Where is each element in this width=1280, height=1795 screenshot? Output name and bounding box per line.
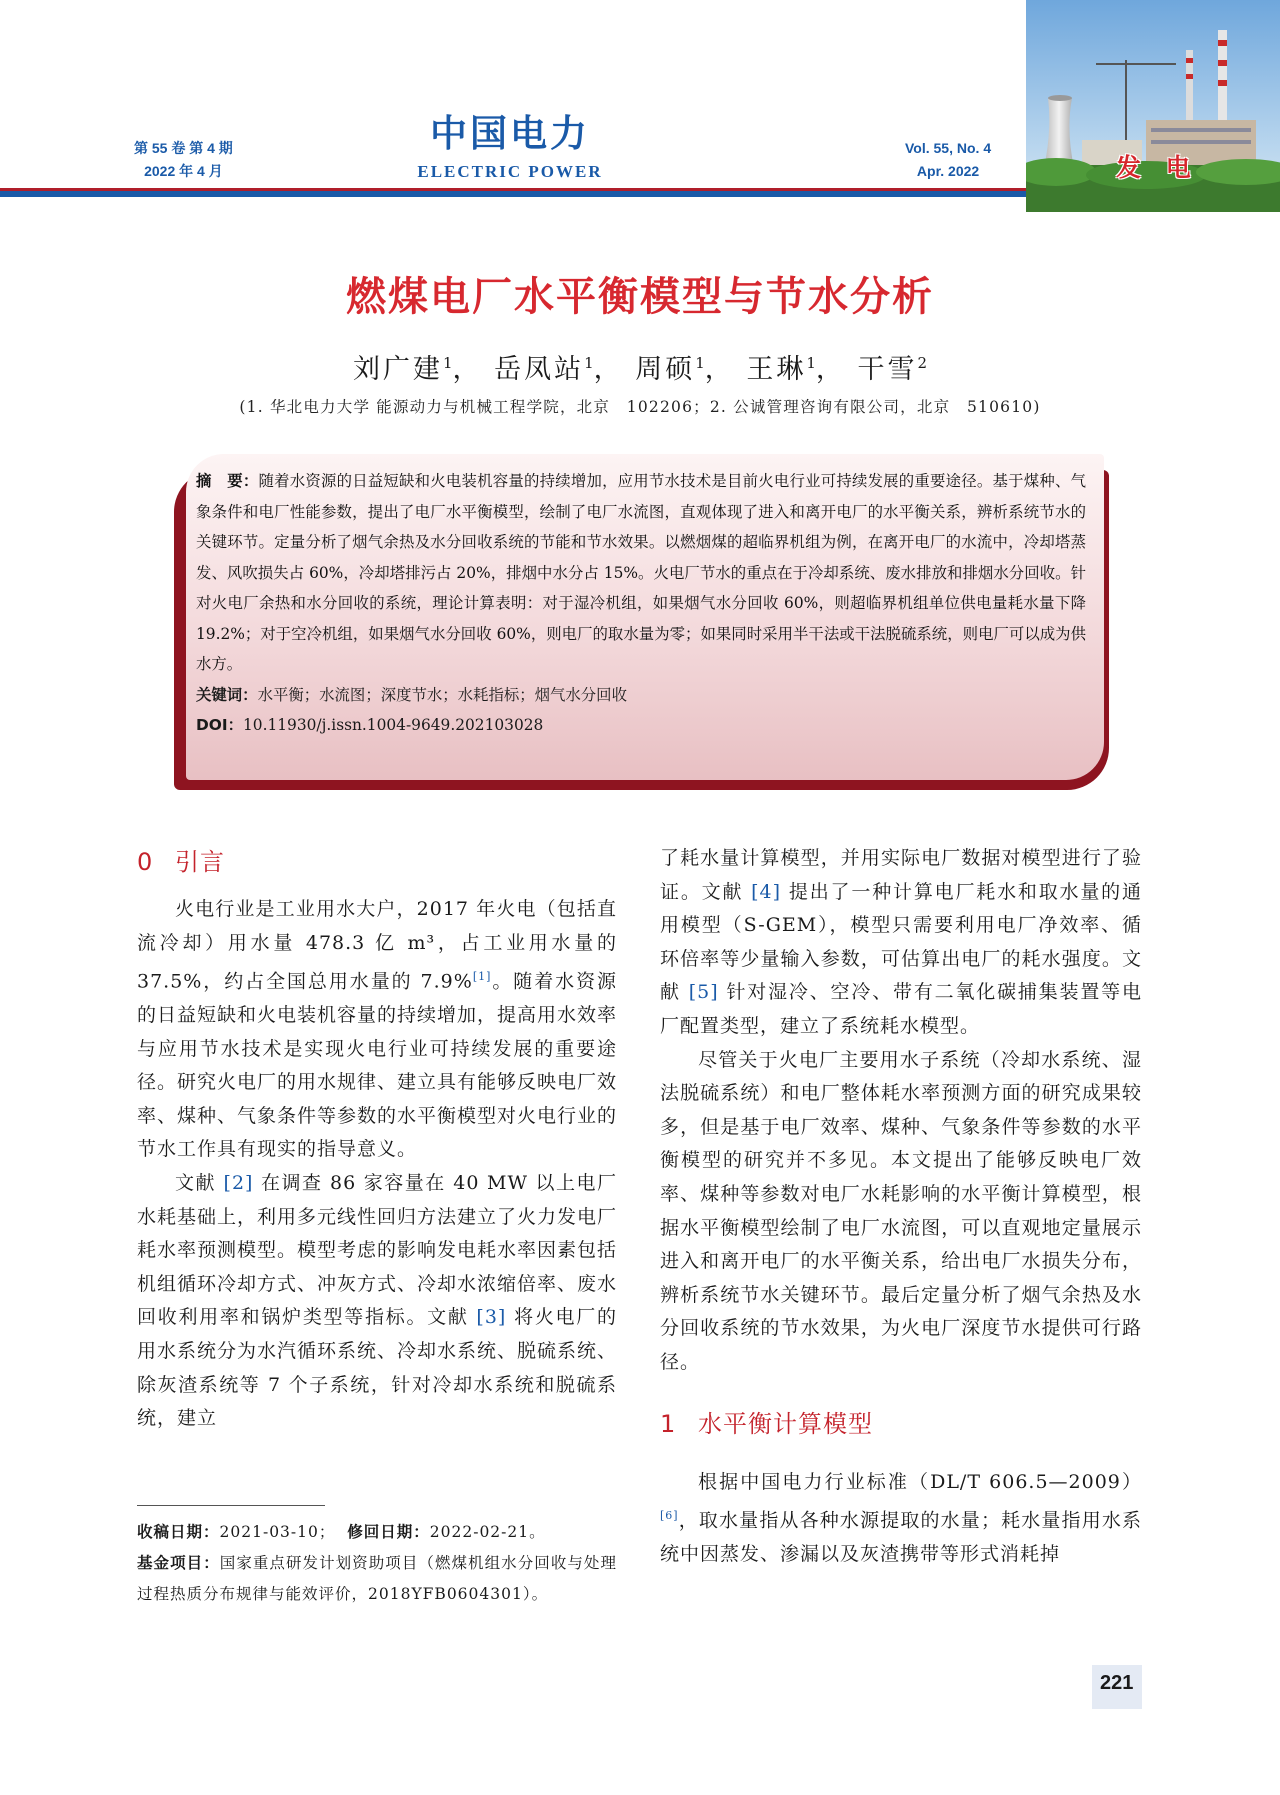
author-separator: ， [815,354,846,385]
paragraph-text: 提出了一种计算电厂耗水和取水量的通用模型（S-GEM），模型只需要利用电厂净效率、循环倍率等少量输入参数，可估算出电厂的耗水强度。文献 [660,880,1143,1004]
funding-line [137,1548,617,1610]
date-en: Apr. 2022 [916,163,980,179]
author-name: 干雪 [857,354,918,385]
footnote [137,1517,617,1610]
paragraph-text: 火电行业是工业用水大户，2017 年火电（包括直流冷却）用水量 478.3 亿 m³，占工业用水量的 37.5%，约占全国总用水量的 7.9% [137,898,617,993]
author-name: 岳凤站 [494,354,585,385]
issue-info-en [905,137,991,183]
keywords [196,680,1086,711]
right-column [660,842,1142,1572]
affiliations: (1. 华北电力大学 能源动力与机械工程学院，北京 102206；2. 公诚管理咨询有限公司，北京 510610) [239,398,1041,416]
paragraph-text: 了耗水量计算模型，并用实际电厂数据对模型进行了验证。文献 [660,847,1142,903]
date-cn: 2022 年 4 月 [144,163,223,179]
paragraph-text: 针对湿冷、空冷、带有二氧化碳捕集装置等电厂配置类型，建立了系统耗水模型。 [660,981,1142,1037]
body-paragraph [137,893,617,1167]
paragraph-text: 在调查 86 家容量在 40 MW 以上电厂水耗基础上，利用多元线性回归方法建立了火力发电厂耗水率预测模型。模型考虑的影响发电耗水率因素包括机组循环冷却方式、冲灰方式、冷却水浓缩倍率、废水回收利用率和锅炉类型等指标。文献 [137,1172,618,1329]
revised-label: 修回日期： [347,1523,430,1541]
paragraph-text: 根据中国电力行业标准（DL/T 606.5—2009） [698,1470,1142,1493]
keywords-text: 水平衡；水流图；深度节水；水耗指标；烟气水分回收 [257,685,627,704]
abstract-body: 随着水资源的日益短缺和火电装机容量的持续增加，应用节水技术是目前火电行业可持续发展的重要途径。基于煤种、气象条件和电厂性能参数，提出了电厂水平衡模型，绘制了电厂水流图，直观体现了进入和离开电厂的水平衡关系，辨析系统节水的关键环节。定量分析了烟气余热及水分回收系统的节能和节水效果。以燃烟煤的超临界机组为例，在离开电厂的水流中，冷却塔蒸发、风吹损失占 60%，冷却塔排污占 20%，排烟中水分占 15%。火电厂节水的重点在于冷却系统、废水排放和排烟水分回收。针对火电厂余热和水分回收的系统，理论计算表明：对于湿冷机组，如果烟气水分回收 60%，则超临界机组单位供电量耗水量下降 19.2%；对于空冷机组，如果烟气水分回收 60%，则电厂的取水量为零；如果同时采用半干法或干法脱硫系统，则电厂可以成为供水方。 [196,472,1086,673]
paragraph-text: ，取水量指从各种水源提取的水量；耗水量指用水系统中因蒸发、渗漏以及灰渣携带等形式消耗掉 [660,1509,1142,1566]
keywords-label: 关键词： [196,685,258,704]
funding-label: 基金项目： [137,1554,220,1572]
paragraph-text: 将火电厂的用水系统分为水汽循环系统、冷却水系统、脱硫系统、除灰渣系统等 7 个子系统，针对冷却水系统和脱硫系统，建立 [137,1306,618,1430]
author-separator: ， [593,354,624,385]
journal-name-cn: 中国电力 [430,112,590,155]
citation-link[interactable]: [1] [472,970,492,984]
funding-text: 国家重点研发计划资助项目（燃煤机组水分回收与处理过程热质分布规律与能效评价，2018YFB0604301）。 [137,1554,617,1603]
section-heading-model [660,1404,1142,1444]
citation-link[interactable]: [6] [660,1509,679,1523]
page-number: 221 [1100,1672,1134,1694]
received-label: 收稿日期： [137,1523,220,1541]
author-affil-mark: 1 [695,354,705,372]
left-column [137,842,617,1436]
doi-label: DOI： [196,716,243,734]
author-name: 刘广建 [352,354,443,385]
doi-line [196,710,1086,741]
header-rule-blue [0,191,1026,197]
body-paragraph [660,842,1142,1044]
journal-name-en: ELECTRIC POWER [417,162,603,181]
body-paragraph: 尽管关于火电厂主要用水子系统（冷却水系统、湿法脱硫系统）和电厂整体耗水率预测方面的研究成果较多，但是基于电厂效率、煤种、气象条件等参数的水平衡模型的研究并不多见。本文提出了能够反映电厂效率、煤种等参数对电厂水耗影响的水平衡计算模型，根据水平衡模型绘制了电厂水流图，可以直观地定量展示进入和离开电厂的水平衡关系，给出电厂水损失分布，辨析系统节水关键环节。最后定量分析了烟气余热及水分回收系统的节水效果，为火电厂深度节水提供可行路径。 [660,1048,1142,1373]
section-heading-intro [137,842,617,882]
received-date: 2021-03-10； [219,1523,336,1541]
citation-link[interactable]: [5] [688,981,719,1004]
citation-link[interactable]: [3] [476,1306,507,1329]
author-affil-mark: 1 [442,354,453,372]
section-number: 1 [660,1409,677,1438]
paragraph-text: 。随着水资源的日益短缺和火电装机容量的持续增加，提高用水效率与应用节水技术是实现火电行业可持续发展的重要途径。研究火电厂的用水规律、建立具有能够反映电厂效率、煤种、气象条件等参数的水平衡模型对火电行业的节水工作具有现实的指导意义。 [137,970,618,1161]
author-affil-mark: 2 [917,354,928,372]
section-title: 水平衡计算模型 [698,1409,873,1438]
author-separator: ， [704,354,735,385]
doi-link[interactable]: 10.11930/j.issn.1004-9649.202103028 [242,716,544,734]
volume-issue-en: Vol. 55, No. 4 [905,140,992,156]
abstract-box [186,454,1104,780]
author-name: 周硕 [635,354,696,385]
author-separator: ， [452,354,483,385]
citation-link[interactable]: [2] [223,1172,254,1195]
revised-date: 2022-02-21。 [429,1523,546,1541]
paper-title: 燃煤电厂水平衡模型与节水分析 [346,274,934,320]
abstract-text [196,466,1086,680]
citation-link[interactable]: [4] [751,880,782,903]
section-title: 引言 [175,848,225,876]
paragraph-text: 文献 [175,1172,224,1195]
author-affil-mark: 1 [806,354,816,372]
author-affil-mark: 1 [584,354,594,372]
author-list [0,347,1280,386]
abstract-label: 摘 要： [196,472,259,490]
body-paragraph [137,1167,617,1436]
section-number: 0 [137,848,154,876]
footnote-rule [137,1505,325,1506]
section-tag-label: 发 电 [1116,153,1199,182]
dates-line [137,1517,617,1548]
body-paragraph [660,1466,1142,1572]
volume-issue-cn: 第 55 卷 第 4 期 [134,140,233,156]
author-name: 王琳 [746,354,807,385]
